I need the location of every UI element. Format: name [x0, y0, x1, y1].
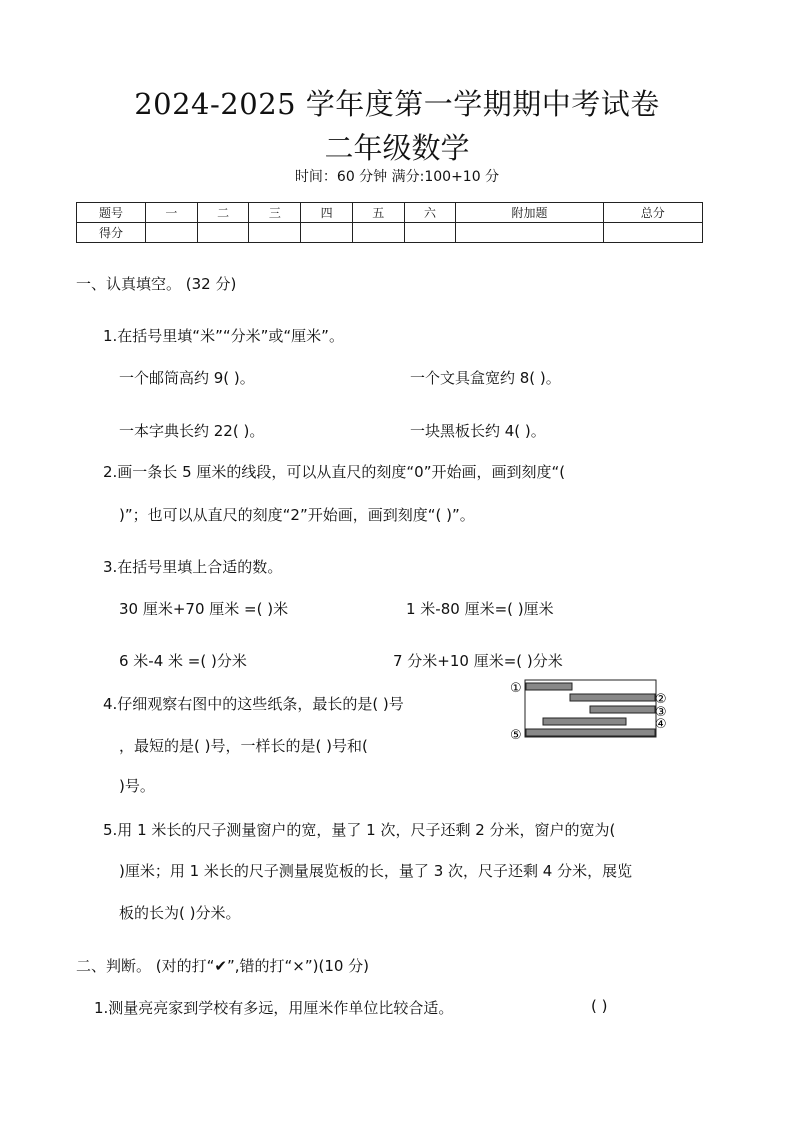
strip-1 — [526, 683, 572, 690]
score-input-cell[interactable] — [603, 223, 702, 243]
strip-label-2: ② — [655, 692, 667, 707]
paper-strips-figure — [508, 678, 668, 740]
q3-item-c: 6 米-4 米 =( )分米 — [119, 652, 247, 670]
exam-subtitle: 二年级数学 — [324, 131, 470, 165]
score-cell: 附加题 — [456, 203, 603, 223]
q1-stem: 1.在括号里填“米”“分米”或“厘米”。 — [103, 327, 344, 345]
q2-line1: 2.画一条长 5 厘米的线段，可以从直尺的刻度“0”开始画，画到刻度“( — [103, 463, 566, 481]
q4-line3: )号。 — [119, 777, 155, 795]
score-cell: 得分 — [77, 223, 146, 243]
q1-item-d: 一块黑板长约 4( )。 — [410, 422, 546, 440]
q3-item-b: 1 米-80 厘米=( )厘米 — [406, 600, 554, 618]
s2-q1-answer-blank[interactable]: ( ) — [591, 997, 608, 1015]
score-input-cell[interactable] — [146, 223, 198, 243]
q1-item-c: 一本字典长约 22( )。 — [119, 422, 265, 440]
q5-line3: 板的长为( )分米。 — [119, 904, 241, 922]
score-input-cell[interactable] — [456, 223, 603, 243]
strip-label-1: ① — [510, 681, 522, 696]
score-table-score-row — [77, 223, 703, 243]
q1-item-a: 一个邮筒高约 9( )。 — [119, 369, 255, 387]
score-table-header-row — [77, 203, 703, 223]
strip-label-5: ⑤ — [510, 728, 522, 740]
score-input-cell[interactable] — [301, 223, 353, 243]
strip-label-4: ④ — [655, 717, 667, 732]
strip-5 — [526, 729, 655, 736]
s2-q1: 1.测量亮亮家到学校有多远，用厘米作单位比较合适。 — [94, 999, 454, 1017]
score-cell: 四 — [301, 203, 353, 223]
q3-item-d: 7 分米+10 厘米=( )分米 — [393, 652, 563, 670]
score-cell: 三 — [249, 203, 301, 223]
score-input-cell[interactable] — [249, 223, 301, 243]
q3-stem: 3.在括号里填上合适的数。 — [103, 558, 283, 576]
score-cell: 五 — [352, 203, 404, 223]
q4-line1: 4.仔细观察右图中的这些纸条，最长的是( )号 — [103, 695, 404, 713]
score-cell: 题号 — [77, 203, 146, 223]
score-input-cell[interactable] — [404, 223, 456, 243]
exam-title: 2024-2025 学年度第一学期期中考试卷 — [134, 87, 660, 121]
q3-item-a: 30 厘米+70 厘米 =( )米 — [119, 600, 289, 618]
q4-line2: ，最短的是( )号，一样长的是( )号和( — [119, 737, 368, 755]
strip-3 — [590, 706, 655, 713]
q5-line1: 5.用 1 米长的尺子测量窗户的宽，量了 1 次，尺子还剩 2 分米，窗户的宽为( — [103, 821, 616, 839]
score-cell: 一 — [146, 203, 198, 223]
strip-4 — [543, 718, 626, 725]
score-cell: 二 — [197, 203, 249, 223]
strip-2 — [570, 694, 655, 701]
q1-item-b: 一个文具盒宽约 8( )。 — [410, 369, 561, 387]
score-cell: 总分 — [603, 203, 702, 223]
score-table — [76, 202, 703, 243]
score-input-cell[interactable] — [197, 223, 249, 243]
q2-line2: )”；也可以从直尺的刻度“2”开始画，画到刻度“( )”。 — [119, 506, 475, 524]
q5-line2: )厘米；用 1 米长的尺子测量展览板的长，量了 3 次，尺子还剩 4 分米，展览 — [119, 862, 633, 880]
section2-heading: 二、判断。 (对的打“✔”,错的打“×”)(10 分) — [76, 957, 370, 975]
score-input-cell[interactable] — [352, 223, 404, 243]
exam-info: 时间：60 分钟 满分:100+10 分 — [294, 169, 500, 185]
score-cell: 六 — [404, 203, 456, 223]
strip-label-3: ③ — [655, 705, 667, 720]
section1-heading: 一、认真填空。 (32 分) — [76, 275, 237, 293]
